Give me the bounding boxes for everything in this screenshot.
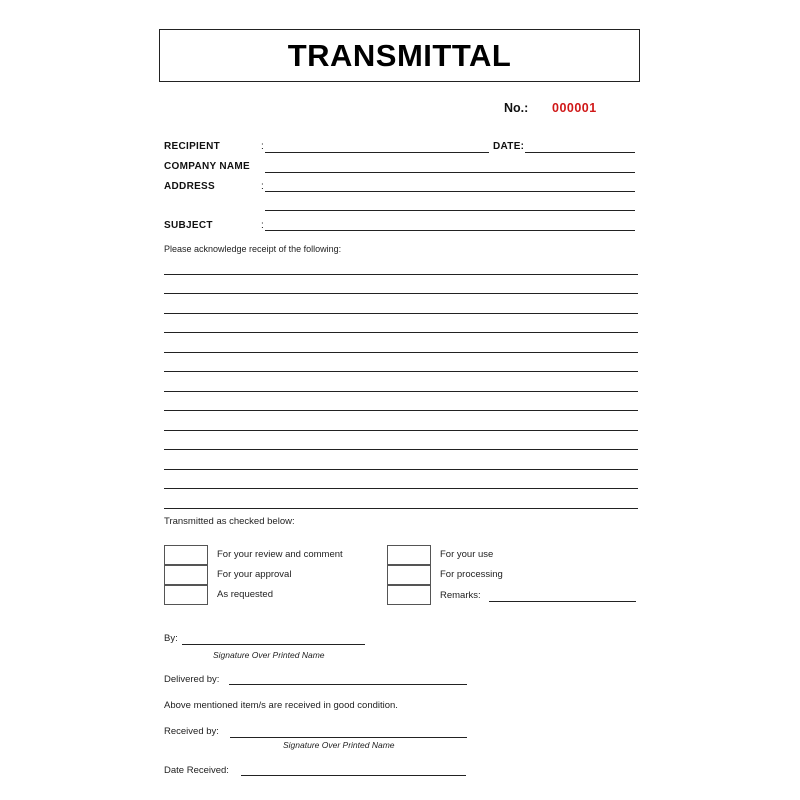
for-your-use-checkbox[interactable] [387, 545, 431, 565]
recipient-colon: : [261, 141, 264, 152]
date-label: DATE: [493, 141, 525, 152]
item-line[interactable] [164, 410, 638, 411]
address-label: ADDRESS [164, 181, 215, 192]
processing-checkbox[interactable] [387, 565, 431, 585]
subject-colon: : [261, 220, 264, 231]
subject-label: SUBJECT [164, 220, 213, 231]
received-by-field[interactable] [230, 737, 467, 738]
approval-label: For your approval [217, 569, 292, 580]
item-line[interactable] [164, 508, 638, 509]
recipient-label: RECIPIENT [164, 141, 221, 152]
item-line[interactable] [164, 352, 638, 353]
item-line[interactable] [164, 332, 638, 333]
item-line[interactable] [164, 469, 638, 470]
acknowledge-text: Please acknowledge receipt of the following: [164, 244, 342, 254]
date-received-field[interactable] [241, 775, 466, 776]
address-field-line-1[interactable] [265, 191, 635, 192]
number-label: No.: [504, 101, 529, 115]
delivered-by-label: Delivered by: [164, 674, 220, 685]
remarks-checkbox[interactable] [387, 585, 431, 605]
item-line[interactable] [164, 274, 638, 275]
for-your-use-label: For your use [440, 549, 494, 560]
by-signature-field[interactable] [182, 644, 365, 645]
item-line[interactable] [164, 293, 638, 294]
received-by-label: Received by: [164, 726, 219, 737]
remarks-field[interactable] [489, 601, 636, 602]
item-line[interactable] [164, 391, 638, 392]
company-name-field[interactable] [265, 172, 635, 173]
date-received-label: Date Received: [164, 765, 229, 776]
title-box [159, 29, 640, 82]
review-checkbox[interactable] [164, 545, 208, 565]
received-by-signature-caption: Signature Over Printed Name [283, 740, 395, 750]
company-name-label: COMPANY NAME [164, 161, 251, 172]
page-title: TRANSMITTAL [287, 37, 512, 73]
as-requested-checkbox[interactable] [164, 585, 208, 605]
number-value: 000001 [552, 101, 597, 115]
address-colon: : [261, 181, 264, 192]
approval-checkbox[interactable] [164, 565, 208, 585]
remarks-label: Remarks: [440, 590, 481, 601]
item-line[interactable] [164, 488, 638, 489]
condition-text: Above mentioned item/s are received in good condition. [164, 700, 398, 711]
item-line[interactable] [164, 371, 638, 372]
by-signature-caption: Signature Over Printed Name [213, 650, 325, 660]
item-line[interactable] [164, 430, 638, 431]
recipient-field[interactable] [265, 152, 489, 153]
address-field-line-2[interactable] [265, 210, 635, 211]
as-requested-label: As requested [217, 589, 273, 600]
transmitted-text: Transmitted as checked below: [164, 516, 295, 527]
by-label: By: [164, 633, 178, 644]
date-field[interactable] [525, 152, 635, 153]
item-line[interactable] [164, 313, 638, 314]
processing-label: For processing [440, 569, 503, 580]
delivered-by-field[interactable] [229, 684, 467, 685]
review-label: For your review and comment [217, 549, 343, 560]
item-line[interactable] [164, 449, 638, 450]
subject-field[interactable] [265, 230, 635, 231]
